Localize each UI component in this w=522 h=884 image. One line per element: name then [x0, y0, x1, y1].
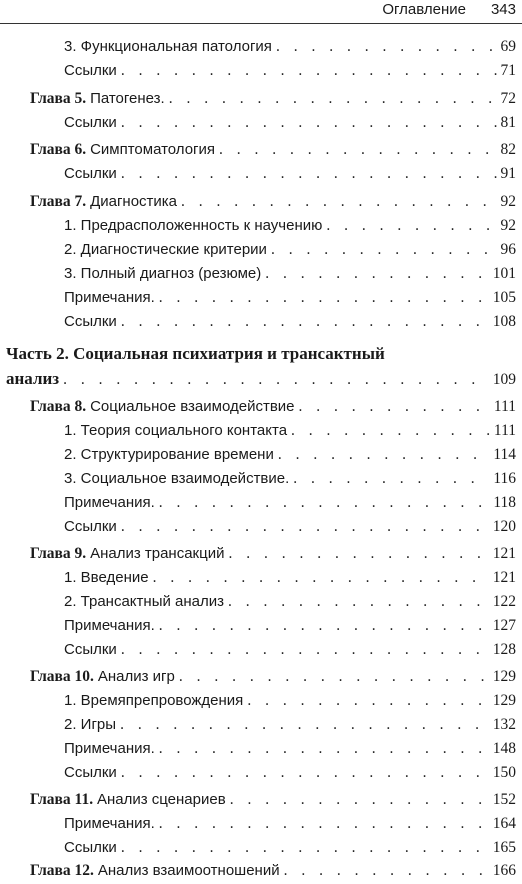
toc-chapter-row[interactable]	[30, 544, 516, 564]
toc-chapter-row[interactable]	[30, 89, 516, 109]
page-number: 69	[500, 38, 516, 55]
leader-dots	[326, 216, 496, 236]
page-number: 152	[492, 791, 516, 808]
leader-dots	[121, 763, 489, 783]
page-number: 71	[500, 62, 516, 79]
chapter-title: Анализ сценариев	[96, 791, 226, 808]
toc-section-row[interactable]	[64, 691, 516, 711]
page-number: 120	[492, 518, 516, 535]
leader-dots	[153, 568, 489, 588]
toc-section-row[interactable]	[64, 715, 516, 735]
page-number: 128	[492, 641, 516, 658]
toc-chapter-row[interactable]	[30, 861, 516, 881]
chapter-number: Глава 6.	[30, 141, 87, 158]
section-label: 3. Функциональная патология	[64, 38, 272, 55]
section-label: 2. Трансактный анализ	[64, 593, 224, 610]
toc-section-row[interactable]	[64, 312, 516, 332]
leader-dots	[293, 469, 489, 489]
chapter-title: Диагностика	[90, 193, 178, 210]
page-number: 129	[492, 668, 516, 685]
page-number: 114	[493, 446, 516, 463]
section-label: 2. Диагностические критерии	[64, 241, 267, 258]
section-label: Ссылки	[64, 839, 117, 856]
toc-section-row[interactable]	[64, 763, 516, 783]
leader-dots	[247, 691, 488, 711]
chapter-label	[30, 861, 280, 881]
page-number: 101	[492, 265, 516, 282]
toc-section-row[interactable]	[64, 37, 516, 57]
section-label: Примечания.	[64, 494, 155, 511]
chapter-title: Патогенез.	[90, 90, 165, 107]
toc-section-row[interactable]	[64, 469, 516, 489]
leader-dots	[159, 814, 489, 834]
leader-dots	[284, 861, 489, 881]
leader-dots	[265, 264, 489, 284]
leader-dots	[159, 493, 490, 513]
section-label: 2. Игры	[64, 716, 117, 733]
leader-dots	[121, 164, 497, 184]
header-title: Оглавление	[382, 1, 466, 18]
leader-dots	[276, 37, 497, 57]
chapter-number: Глава 7.	[30, 193, 87, 210]
section-label: Примечания.	[64, 740, 155, 757]
page-number: 82	[500, 141, 516, 158]
toc-section-row[interactable]	[64, 640, 516, 660]
leader-dots	[159, 739, 489, 759]
leader-dots	[228, 592, 489, 612]
leader-dots	[219, 140, 496, 160]
chapter-label	[30, 667, 175, 687]
leader-dots	[120, 715, 489, 735]
section-label: 1. Теория социального контакта	[64, 422, 288, 439]
page-number: 91	[500, 165, 516, 182]
leader-dots	[159, 288, 489, 308]
leader-dots	[63, 370, 489, 390]
leader-dots	[121, 838, 489, 858]
chapter-label	[30, 790, 226, 810]
page-number: 108	[492, 313, 516, 330]
section-label: Ссылки	[64, 62, 117, 79]
page-number: 129	[492, 692, 516, 709]
chapter-number: Глава 12.	[30, 862, 94, 879]
leader-dots	[121, 640, 489, 660]
page-number: 105	[492, 289, 516, 306]
page-number: 164	[492, 815, 516, 832]
toc-chapter-row[interactable]	[30, 397, 516, 417]
chapter-label	[30, 89, 165, 109]
leader-dots	[169, 89, 497, 109]
section-label: 1. Предрасположенность к научению	[64, 217, 323, 234]
part-title-line1: Часть 2. Социальная психиатрия и трансактный	[6, 344, 385, 363]
section-label: 3. Социальное взаимодействие.	[64, 470, 290, 487]
chapter-title: Симптоматология	[90, 141, 216, 158]
leader-dots	[121, 61, 497, 81]
chapter-title: Социальное взаимодействие	[90, 398, 295, 415]
toc-section-row[interactable]	[64, 568, 516, 588]
leader-dots	[179, 667, 489, 687]
section-label: Ссылки	[64, 165, 117, 182]
leader-dots	[121, 517, 489, 537]
section-label: Примечания.	[64, 289, 155, 306]
toc-section-row[interactable]	[64, 838, 516, 858]
page-number: 111	[493, 422, 516, 439]
page-number: 92	[500, 193, 516, 210]
section-label: Примечания.	[64, 617, 155, 634]
section-label: Ссылки	[64, 518, 117, 535]
section-label: Примечания.	[64, 815, 155, 832]
toc-section-row[interactable]	[64, 288, 516, 308]
page-number: 122	[492, 593, 516, 610]
section-label: Ссылки	[64, 641, 117, 658]
page-number: 109	[492, 371, 516, 388]
section-label: 1. Времяпрепровождения	[64, 692, 244, 709]
page-number: 92	[500, 217, 516, 234]
leader-dots	[228, 544, 488, 564]
leader-dots	[278, 445, 489, 465]
leader-dots	[230, 790, 489, 810]
toc-chapter-row[interactable]	[30, 667, 516, 687]
leader-dots	[181, 192, 496, 212]
section-label: 3. Полный диагноз (резюме)	[64, 265, 262, 282]
chapter-number: Глава 10.	[30, 668, 94, 685]
page-number: 165	[492, 839, 516, 856]
page-number: 148	[492, 740, 516, 757]
toc-chapter-row[interactable]	[30, 140, 516, 160]
page-number: 166	[492, 862, 516, 879]
chapter-title: Анализ взаимоотношений	[97, 862, 280, 879]
toc-section-row[interactable]	[64, 264, 516, 284]
leader-dots	[299, 397, 490, 417]
header-rule	[0, 23, 522, 24]
leader-dots	[291, 421, 490, 441]
leader-dots	[159, 616, 489, 636]
toc-section-row[interactable]	[64, 240, 516, 260]
chapter-title: Анализ трансакций	[90, 545, 225, 562]
page-number: 81	[500, 114, 516, 131]
section-label: 1. Введение	[64, 569, 149, 586]
page-number: 121	[492, 545, 516, 562]
chapter-number: Глава 5.	[30, 90, 87, 107]
toc-section-row[interactable]	[64, 164, 516, 184]
toc-section-row[interactable]	[64, 113, 516, 133]
toc-section-row[interactable]	[64, 592, 516, 612]
page-number: 72	[500, 90, 516, 107]
page-number: 118	[493, 494, 516, 511]
leader-dots	[271, 240, 497, 260]
leader-dots	[121, 113, 497, 133]
section-label: 2. Структурирование времени	[64, 446, 274, 463]
section-label: Ссылки	[64, 313, 117, 330]
page-number: 111	[493, 398, 516, 415]
toc-section-row[interactable]	[64, 814, 516, 834]
toc-section-row[interactable]	[64, 517, 516, 537]
toc-section-row[interactable]	[64, 493, 516, 513]
page-number: 121	[492, 569, 516, 586]
chapter-label	[30, 544, 224, 564]
toc-section-row[interactable]	[64, 616, 516, 636]
chapter-label	[30, 192, 177, 212]
page-number: 127	[492, 617, 516, 634]
toc-part-row[interactable]	[6, 369, 516, 390]
page-number: 150	[492, 764, 516, 781]
chapter-title: Анализ игр	[97, 668, 175, 685]
chapter-label	[30, 140, 215, 160]
section-label: Ссылки	[64, 764, 117, 781]
toc-section-row[interactable]	[64, 421, 516, 441]
page-number: 96	[500, 241, 516, 258]
section-label: Ссылки	[64, 114, 117, 131]
toc-chapter-row[interactable]	[30, 790, 516, 810]
chapter-number: Глава 9.	[30, 545, 87, 562]
toc-chapter-row[interactable]	[30, 192, 516, 212]
page-number: 116	[493, 470, 516, 487]
toc-section-row[interactable]	[64, 445, 516, 465]
page-number: 132	[492, 716, 516, 733]
toc-section-row[interactable]	[64, 739, 516, 759]
header-page-number: 343	[490, 1, 516, 18]
leader-dots	[121, 312, 489, 332]
chapter-number: Глава 11.	[30, 791, 94, 808]
chapter-number: Глава 8.	[30, 398, 87, 415]
toc-section-row[interactable]	[64, 216, 516, 236]
part-title-line2: анализ	[6, 369, 60, 388]
chapter-label	[30, 397, 295, 417]
toc-section-row[interactable]	[64, 61, 516, 81]
running-header	[0, 0, 522, 22]
